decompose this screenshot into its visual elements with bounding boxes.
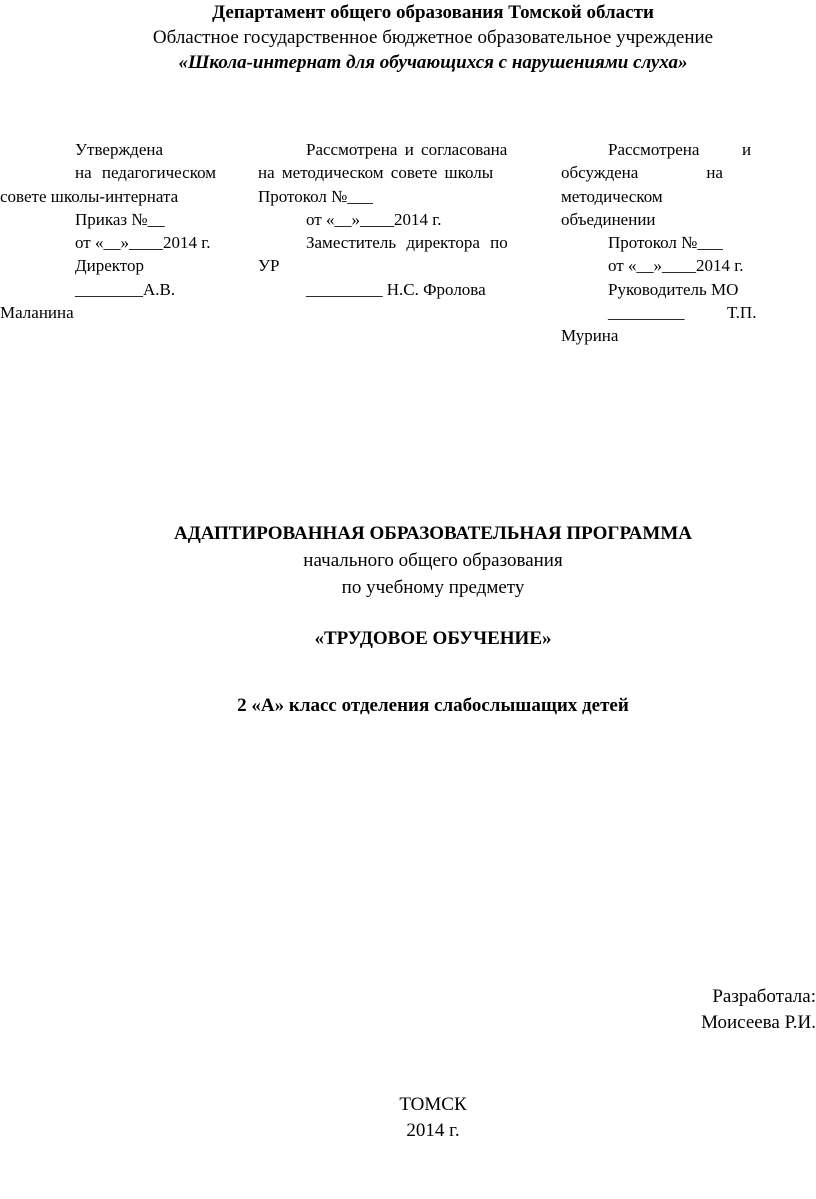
- discussed-line-4: объединении: [561, 209, 656, 229]
- discussed-line-6: от «__»____2014 г.: [608, 256, 744, 276]
- discussed-line-1: Рассмотрена и: [608, 140, 752, 159]
- discussed-line-3: методическом: [561, 186, 663, 206]
- program-subject-caption: по учебному предмету: [341, 577, 525, 598]
- reviewed-line-6: УР: [258, 256, 280, 276]
- discussed-line-8: _________ Т.П.: [608, 303, 757, 323]
- discussed-line-2: обсуждена на: [561, 163, 723, 183]
- approved-line-6: Директор: [75, 256, 144, 276]
- reviewed-line-5: Заместитель директора по: [306, 233, 508, 253]
- approved-line-7: ________А.В.: [75, 279, 176, 299]
- institution-type: Областное государственное бюджетное образовательное учреждение: [152, 27, 714, 48]
- approved-line-1: Утверждена: [75, 140, 164, 159]
- reviewed-line-3: Протокол №___: [258, 186, 373, 206]
- year-label: 2014 г.: [406, 1120, 460, 1141]
- approved-line-4: Приказ №__: [75, 209, 165, 229]
- approval-block-discussed: [561, 138, 787, 348]
- city-name: ТОМСК: [399, 1094, 467, 1115]
- department-name: Департамент общего образования Томской области: [212, 2, 654, 23]
- approved-line-3: совете школы-интерната: [0, 186, 179, 206]
- approval-block-reviewed: [258, 138, 544, 301]
- reviewed-line-1: Рассмотрена и согласована: [306, 140, 508, 159]
- program-level: начального общего образования: [303, 550, 563, 571]
- approved-line-2: на педагогическом: [75, 163, 217, 183]
- discussed-line-7: Руководитель МО: [608, 279, 739, 299]
- reviewed-line-7: _________ Н.С. Фролова: [306, 279, 486, 299]
- subject-name: «ТРУДОВОЕ ОБУЧЕНИЕ»: [314, 628, 552, 649]
- approved-line-5: от «__»____2014 г.: [75, 233, 211, 253]
- program-title: АДАПТИРОВАННАЯ ОБРАЗОВАТЕЛЬНАЯ ПРОГРАММА: [173, 523, 692, 544]
- reviewed-line-2: на методическом совете школы: [258, 163, 494, 183]
- discussed-line-9: Мурина: [561, 326, 619, 346]
- author-name: Моисеева Р.И.: [701, 1012, 816, 1033]
- author-label: Разработала:: [712, 986, 816, 1007]
- discussed-line-5: Протокол №___: [608, 233, 723, 253]
- approval-block-approved: [0, 138, 239, 324]
- approved-line-8: Маланина: [0, 303, 74, 323]
- class-name: 2 «А» класс отделения слабослышащих детей: [237, 695, 629, 716]
- school-name: «Школа-интернат для обучающихся с нарушениями слуха»: [178, 52, 688, 73]
- reviewed-line-4: от «__»____2014 г.: [306, 209, 442, 229]
